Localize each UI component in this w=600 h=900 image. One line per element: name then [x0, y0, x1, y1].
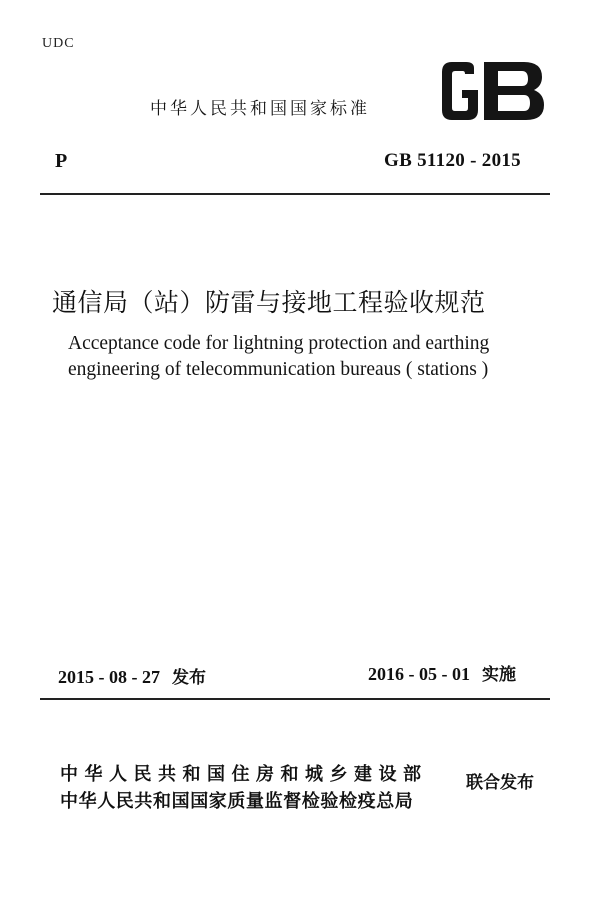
joint-release-label: 联合发布 [466, 773, 534, 793]
issue-date: 2015 - 08 - 27 [58, 667, 160, 687]
issue-date-block [58, 663, 206, 688]
title-chinese: 通信局（站）防雷与接地工程验收规范 [52, 288, 486, 317]
top-divider [40, 193, 550, 195]
bottom-divider [40, 698, 550, 700]
implementation-date-block [368, 660, 516, 685]
issuer-quality-administration: 中华人民共和国国家质量监督检验检疫总局 [60, 791, 414, 812]
classification-code: P [55, 150, 68, 172]
standard-number: GB 51120 - 2015 [384, 150, 521, 171]
title-english-line-2: engineering of telecommunication bureaus ( stations ) [68, 359, 489, 380]
gb-logo [438, 60, 548, 122]
udc-code: UDC [42, 36, 75, 51]
issue-label: 发布 [172, 668, 206, 688]
title-english-line-1: Acceptance code for lightning protection and earthing [68, 333, 490, 354]
issuer-ministry-housing: 中华人民共和国住房和城乡建设部 [60, 764, 428, 785]
implementation-date: 2016 - 05 - 01 [368, 664, 470, 684]
title-english [68, 331, 538, 383]
implementation-label: 实施 [482, 665, 516, 685]
national-standard-label: 中华人民共和国国家标准 [150, 99, 370, 119]
